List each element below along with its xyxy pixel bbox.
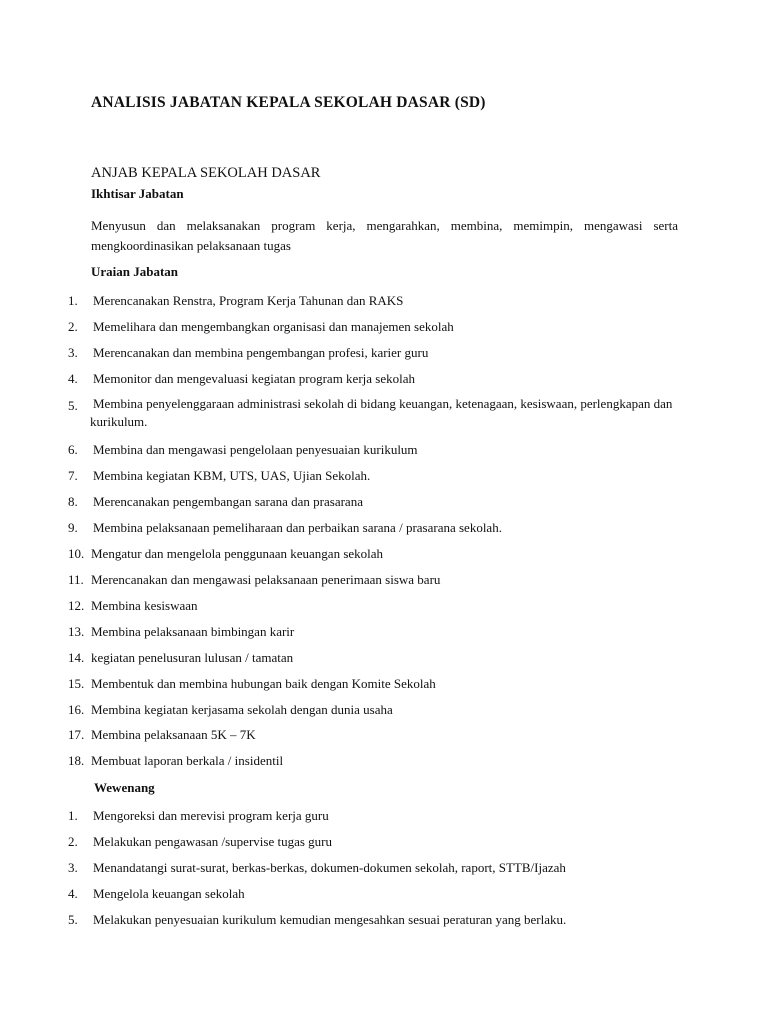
item-number: 17. — [68, 727, 85, 742]
document-title: ANALISIS JABATAN KEPALA SEKOLAH DASAR (SD) — [91, 94, 486, 111]
item-text: Membina kesiswaan — [91, 598, 198, 613]
document-subtitle: ANJAB KEPALA SEKOLAH DASAR — [91, 165, 321, 181]
item-text: Membina penyelenggaraan administrasi sekolah di bidang keuangan, ketenagaan, kesiswaan, perlengkapan dan kurikulum. — [90, 396, 673, 429]
item-text: Membina kegiatan kerjasama sekolah dengan dunia usaha — [91, 702, 393, 717]
item-number: 14. — [68, 650, 85, 665]
item-text: Merencanakan pengembangan sarana dan prasarana — [93, 494, 363, 509]
item-text: Memonitor dan mengevaluasi kegiatan program kerja sekolah — [93, 371, 416, 386]
item-number: 3. — [68, 860, 78, 875]
item-text: Mengoreksi dan merevisi program kerja guru — [93, 808, 329, 823]
item-number: 12. — [68, 598, 85, 613]
wewenang-heading: Wewenang — [94, 780, 155, 795]
item-number: 2. — [68, 834, 78, 849]
item-number: 11. — [68, 572, 84, 587]
item-number: 4. — [68, 371, 78, 386]
item-text: Melakukan penyesuaian kurikulum kemudian mengesahkan sesuai peraturan yang berlaku. — [93, 912, 567, 927]
item-text: Menandatangi surat-surat, berkas-berkas, dokumen-dokumen sekolah, raport, STTB/Ijazah — [93, 860, 566, 875]
item-number: 5. — [68, 398, 78, 413]
item-text: kegiatan penelusuran lulusan / tamatan — [91, 650, 294, 665]
item-number: 8. — [68, 494, 78, 509]
item-text: Membina pelaksanaan bimbingan karir — [91, 624, 295, 639]
ikhtisar-paragraph: Menyusun dan melaksanakan program kerja, mengarahkan, membina, memimpin, mengawasi serta mengkoordinasikan pelaksanaan tugas — [91, 218, 678, 253]
item-text: Merencanakan dan mengawasi pelaksanaan penerimaan siswa baru — [91, 572, 441, 587]
item-number: 9. — [68, 520, 78, 535]
item-number: 2. — [68, 319, 78, 334]
item-number: 1. — [68, 808, 78, 823]
item-text: Mengelola keuangan sekolah — [93, 886, 245, 901]
item-number: 18. — [68, 753, 85, 768]
item-number: 4. — [68, 886, 78, 901]
item-number: 5. — [68, 912, 78, 927]
item-number: 16. — [68, 702, 85, 717]
item-number: 10. — [68, 546, 85, 561]
item-number: 6. — [68, 442, 78, 457]
item-text: Memelihara dan mengembangkan organisasi dan manajemen sekolah — [93, 319, 454, 334]
item-number: 7. — [68, 468, 78, 483]
item-text: Membina pelaksanaan pemeliharaan dan perbaikan sarana / prasarana sekolah. — [93, 520, 502, 535]
item-text: Membina kegiatan KBM, UTS, UAS, Ujian Sekolah. — [93, 468, 371, 483]
item-text: Membentuk dan membina hubungan baik dengan Komite Sekolah — [91, 676, 436, 691]
item-text: Merencanakan dan membina pengembangan profesi, karier guru — [93, 345, 429, 360]
item-text: Membuat laporan berkala / insidentil — [91, 753, 284, 768]
item-text: Merencanakan Renstra, Program Kerja Tahunan dan RAKS — [93, 293, 404, 308]
item-number: 3. — [68, 345, 78, 360]
item-text: Mengatur dan mengelola penggunaan keuangan sekolah — [91, 546, 384, 561]
ikhtisar-heading: Ikhtisar Jabatan — [91, 186, 184, 201]
item-text: Melakukan pengawasan /supervise tugas guru — [93, 834, 332, 849]
item-number: 13. — [68, 624, 85, 639]
item-number: 1. — [68, 293, 78, 308]
item-text: Membina pelaksanaan 5K – 7K — [91, 727, 256, 742]
item-number: 15. — [68, 676, 85, 691]
item-text: Membina dan mengawasi pengelolaan penyesuaian kurikulum — [93, 442, 418, 457]
uraian-heading: Uraian Jabatan — [91, 264, 179, 279]
